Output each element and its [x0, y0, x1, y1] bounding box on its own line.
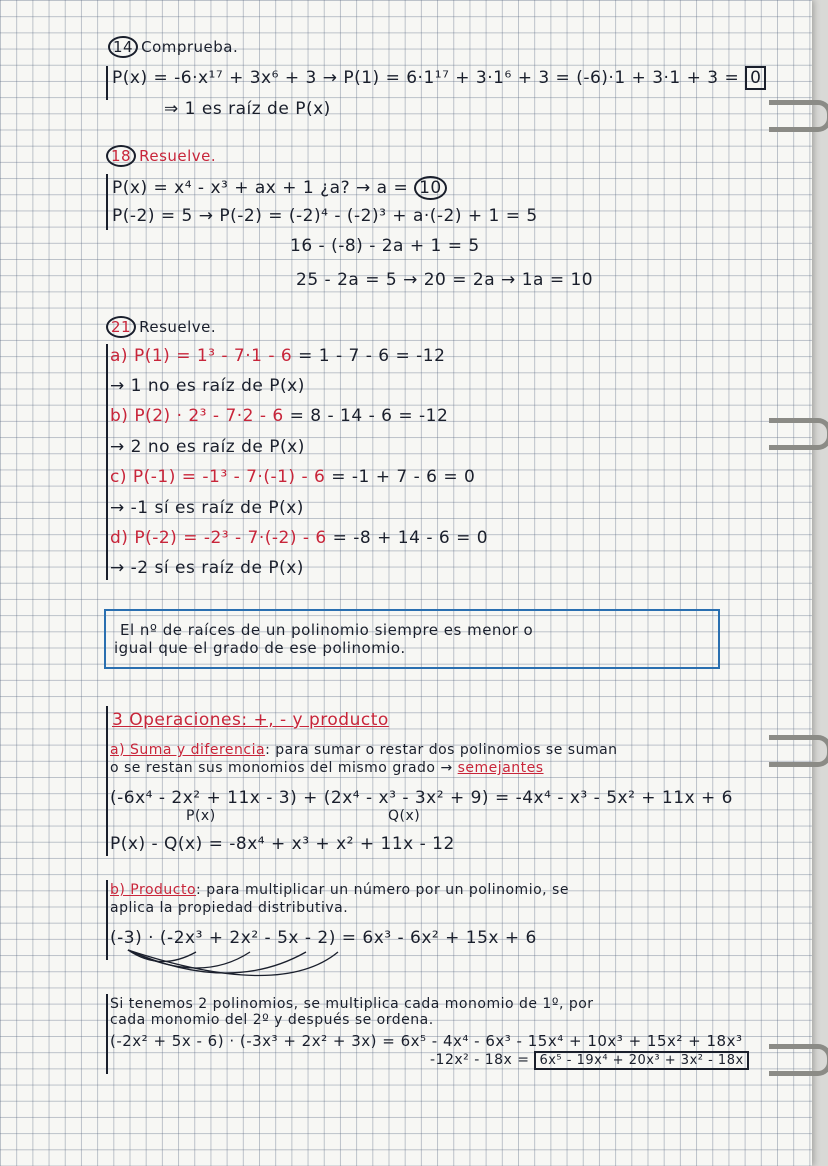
product-description-2: aplica la propiedad distributiva.	[110, 900, 349, 916]
part-a-expression: a) P(1) = 1³ - 7·1 - 6	[110, 346, 293, 366]
semejantes-word: semejantes	[457, 760, 544, 776]
multiply-rule-line-1: Si tenemos 2 polinomios, se multiplica cada monomio de 1º, por	[110, 996, 594, 1012]
sum-equation: (-6x⁴ - 2x² + 11x - 3) + (2x⁴ - x³ - 3x² + 9) = -4x⁴ - x³ - 5x² + 11x + 6	[110, 788, 733, 808]
polynomial-product-equation: (-2x² + 5x - 6) · (-3x³ + 2x² + 3x) = 6x⁵ - 4x⁴ - 6x³ - 15x⁴ + 10x³ + 15x² + 18x³	[110, 1032, 743, 1050]
qx-label: Q(x)	[388, 808, 421, 824]
part-a-conclusion: → 1 no es raíz de P(x)	[110, 376, 305, 396]
part-b-expression: b) P(2) · 2³ - 7·2 - 6	[110, 406, 284, 426]
equation-text: P(x) = x⁴ - x³ + ax + 1 ¿a? → a =	[112, 178, 409, 198]
product-label: b) Producto	[110, 882, 197, 898]
margin-bar	[106, 994, 108, 1074]
part-b-result: = 8 - 14 - 6 = -12	[283, 406, 449, 426]
part-c-result: = -1 + 7 - 6 = 0	[325, 467, 476, 487]
exercise-18-line-2: P(-2) = 5 → P(-2) = (-2)⁴ - (-2)³ + a·(-2) + 1 = 5	[112, 206, 538, 226]
note-line-1: El nº de raíces de un polinomio siempre es menor o	[120, 621, 534, 639]
exercise-18-line-3: 16 - (-8) - 2a + 1 = 5	[290, 236, 480, 256]
exercise-title: Resuelve.	[139, 318, 217, 336]
exercise-number: 21	[106, 316, 136, 338]
boxed-product-result: 6x⁵ - 19x⁴ + 20x³ + 3x² - 18x	[534, 1051, 748, 1070]
note-line-2: igual que el grado de ese polinomio.	[114, 639, 406, 657]
part-d-result: = -8 + 14 - 6 = 0	[326, 528, 489, 548]
exercise-title: Resuelve.	[139, 147, 217, 165]
section-title-text: 3 Operaciones: +, - y producto	[112, 710, 389, 730]
part-c-conclusion: → -1 sí es raíz de P(x)	[110, 498, 304, 518]
part-b-conclusion: → 2 no es raíz de P(x)	[110, 437, 305, 457]
sum-text: : para sumar o restar dos polinomios se suman	[265, 742, 618, 758]
exercise-18-line-4: 25 - 2a = 5 → 20 = 2a → 1a = 10	[296, 270, 594, 290]
equation-text: P(x) = -6·x¹⁷ + 3x⁶ + 3 → P(1) = 6·1¹⁷ + 3·1⁶ + 3 = (-6)·1 + 3·1 + 3 =	[112, 68, 740, 88]
polynomial-product-continued	[430, 1052, 749, 1068]
exercise-number: 18	[106, 145, 136, 167]
circled-result: 10	[414, 176, 447, 200]
sum-text-2: o se restan sus monomios del mismo grado →	[110, 760, 453, 776]
exercise-number: 14	[108, 36, 138, 58]
part-d-expression: d) P(-2) = -2³ - 7·(-2) - 6	[110, 528, 327, 548]
product-equation: (-3) · (-2x³ + 2x² - 5x - 2) = 6x³ - 6x² + 15x + 6	[110, 928, 537, 948]
product-text: : para multiplicar un número por un polinomio, se	[196, 882, 569, 898]
part-d-conclusion: → -2 sí es raíz de P(x)	[110, 558, 304, 578]
exercise-14-line-2: ⇒ 1 es raíz de P(x)	[164, 99, 331, 119]
exercise-title: Comprueba.	[141, 38, 239, 56]
part-c-expression: c) P(-1) = -1³ - 7·(-1) - 6	[110, 467, 326, 487]
boxed-result: 0	[745, 66, 766, 90]
multiply-rule-line-2: cada monomio del 2º y después se ordena.	[110, 1012, 434, 1028]
sum-label: a) Suma y diferencia	[110, 742, 266, 758]
product-continued-text: -12x² - 18x =	[430, 1052, 530, 1068]
px-label: P(x)	[186, 808, 216, 824]
difference-equation: P(x) - Q(x) = -8x⁴ + x³ + x² + 11x - 12	[110, 834, 455, 854]
part-a-result: = 1 - 7 - 6 = -12	[292, 346, 446, 366]
